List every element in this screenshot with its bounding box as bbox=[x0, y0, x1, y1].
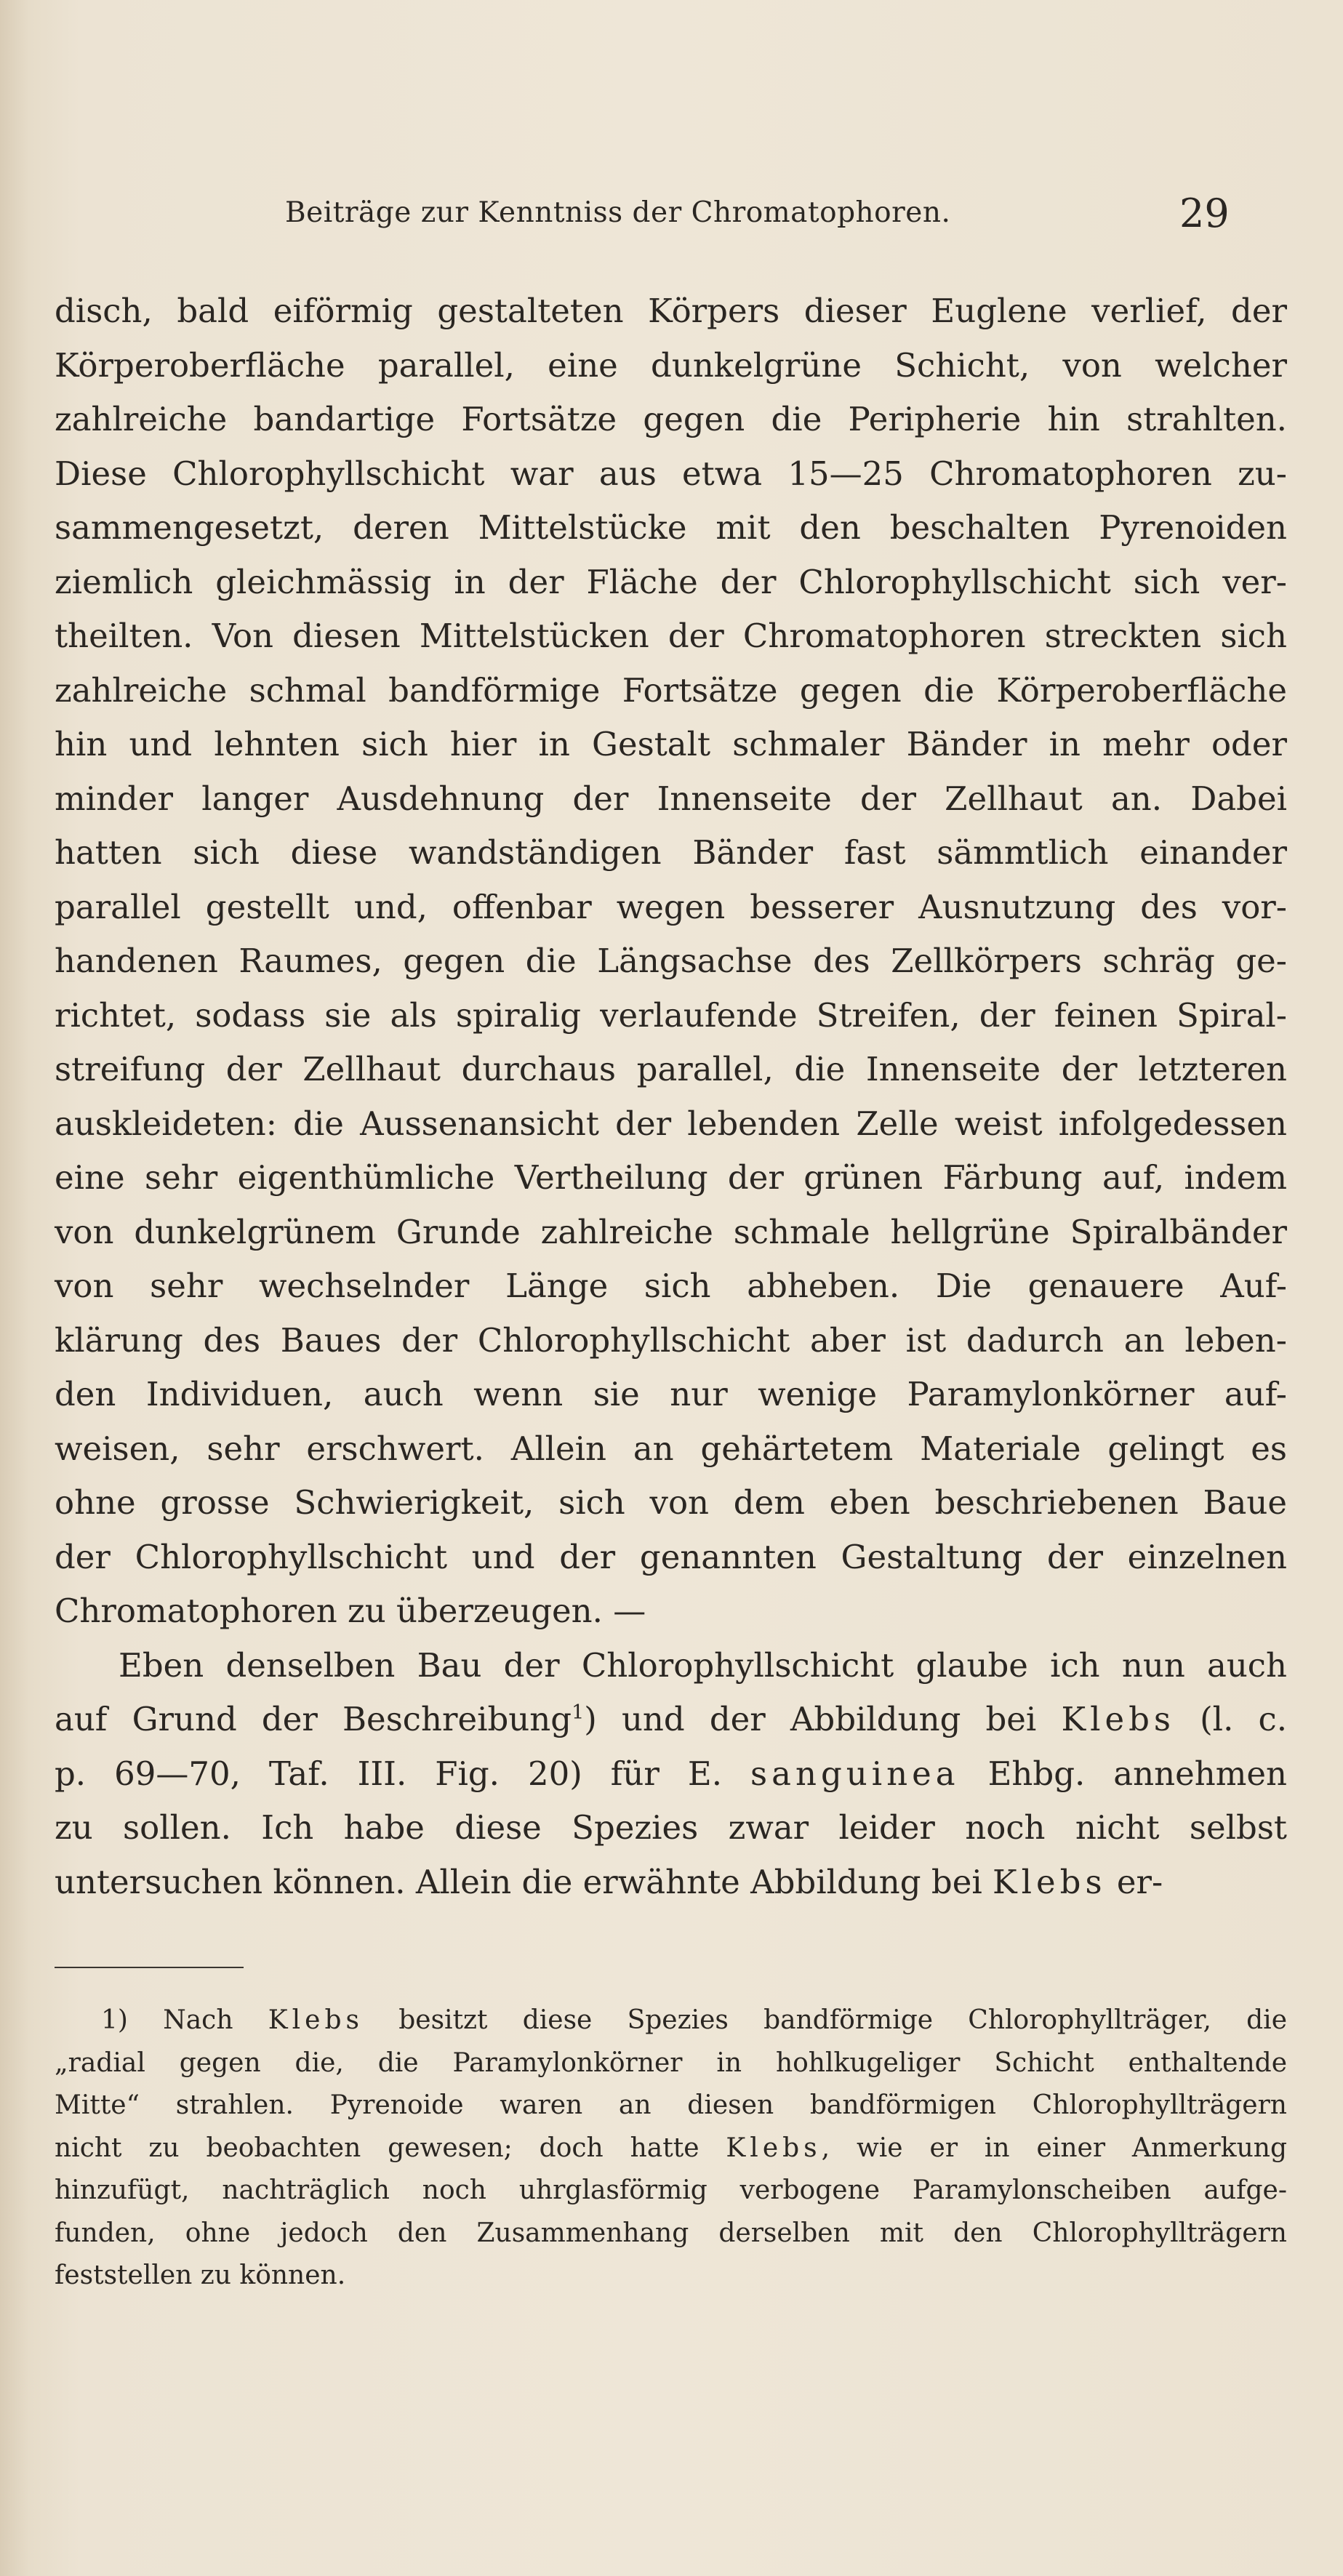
text-run: p. 69—70, Taf. III. Fig. 20) für E. bbox=[55, 1754, 751, 1793]
text-line: minder langer Ausdehnung der Innenseite der Zellhaut an. Dabei bbox=[55, 779, 1287, 818]
text-line bbox=[55, 1855, 1287, 1910]
text-run: untersuchen können. Allein die erwähnte Abbildung bei bbox=[55, 1862, 993, 1901]
main-text bbox=[55, 284, 1287, 1909]
footnote-line: Mitte“ strahlen. Pyrenoide waren an diesen bandförmigen Chlorophyllträgern bbox=[55, 2090, 1287, 2120]
text-line: auskleideten: die Aussenansicht der lebenden Zelle weist infolgedessen bbox=[55, 1104, 1287, 1143]
text-line: sammengesetzt, deren Mittelstücke mit den beschalten Pyrenoiden bbox=[55, 508, 1287, 547]
spaced-name: Klebs bbox=[1061, 1700, 1175, 1738]
text-line: streifung der Zellhaut durchaus parallel, die Innenseite der letzteren bbox=[55, 1050, 1287, 1088]
text-line bbox=[55, 1693, 1287, 1747]
footnote-line: hinzufügt, nachträglich noch uhrglasförmig verbogene Paramylonscheiben aufge- bbox=[55, 2175, 1287, 2205]
text-line: klärung des Baues der Chlorophyllschicht aber ist dadurch an leben- bbox=[55, 1320, 1287, 1360]
text-line: ohne grosse Schwierigkeit, sich von dem eben beschriebenen Baue bbox=[55, 1483, 1287, 1522]
text-line: disch, bald eiförmig gestalteten Körpers dieser Euglene verlief, der bbox=[55, 292, 1287, 330]
footnote-line bbox=[55, 1999, 1287, 2042]
text-run: nicht zu beobachten gewesen; doch hatte bbox=[55, 2132, 726, 2163]
text-line: hin und lehnten sich hier in Gestalt schmaler Bänder in mehr oder bbox=[55, 725, 1287, 763]
text-line: handenen Raumes, gegen die Längsachse des Zellkörpers schräg ge- bbox=[55, 942, 1287, 980]
footnote-divider bbox=[55, 1967, 244, 1968]
text-line: parallel gestellt und, offenbar wegen besserer Ausnutzung des vor- bbox=[55, 887, 1287, 926]
text-run: , wie er in einer Anmerkung bbox=[821, 2132, 1287, 2163]
page-number: 29 bbox=[1179, 190, 1230, 236]
text-line: Eben denselben Bau der Chlorophyllschicht glaube ich nun auch bbox=[119, 1645, 1287, 1685]
text-run: 1) Nach bbox=[101, 2005, 268, 2035]
text-line: hatten sich diese wandständigen Bänder fast sämmtlich einander bbox=[55, 833, 1287, 872]
text-line: von dunkelgrünem Grunde zahlreiche schmale hellgrüne Spiralbänder bbox=[55, 1212, 1287, 1251]
text-line: von sehr wechselnder Länge sich abheben. Die genauere Auf- bbox=[55, 1267, 1287, 1305]
text-line: der Chlorophyllschicht und der genannten Gestaltung der einzelnen bbox=[55, 1537, 1287, 1576]
text-line: ziemlich gleichmässig in der Fläche der Chlorophyllschicht sich ver- bbox=[55, 562, 1287, 601]
text-line: eine sehr eigenthümliche Vertheilung der grünen Färbung auf, indem bbox=[55, 1158, 1287, 1197]
text-line: Chromatophoren zu überzeugen. — bbox=[55, 1592, 646, 1630]
text-line: zu sollen. Ich habe diese Spezies zwar leider noch nicht selbst bbox=[55, 1808, 1287, 1847]
text-run: (l. c. bbox=[1175, 1700, 1287, 1738]
page-header bbox=[0, 190, 1343, 249]
footnote bbox=[55, 1999, 1287, 2298]
footnote-line bbox=[55, 2127, 1287, 2170]
spaced-name: Klebs bbox=[993, 1862, 1107, 1901]
text-line bbox=[55, 1747, 1287, 1802]
text-line: Körperoberfläche parallel, eine dunkelgrüne Schicht, von welcher bbox=[55, 345, 1287, 385]
spaced-name: sanguinea bbox=[750, 1754, 960, 1793]
text-line: zahlreiche bandartige Fortsätze gegen die Peripherie hin strahlten. bbox=[55, 400, 1287, 438]
text-line: den Individuen, auch wenn sie nur wenige Paramylonkörner auf- bbox=[55, 1375, 1287, 1413]
text-run: besitzt diese Spezies bandförmige Chlorophyllträger, die bbox=[363, 2005, 1287, 2035]
text-line: richtet, sodass sie als spiralig verlaufende Streifen, der feinen Spiral- bbox=[55, 995, 1287, 1035]
text-run: Ehbg. annehmen bbox=[959, 1754, 1287, 1793]
spaced-name: Klebs bbox=[268, 2005, 364, 2035]
text-line: zahlreiche schmal bandförmige Fortsätze gegen die Körperoberfläche bbox=[55, 670, 1287, 710]
text-run: auf Grund der Beschreibung bbox=[55, 1700, 572, 1738]
text-line: Diese Chlorophyllschicht war aus etwa 15—25 Chromatophoren zu- bbox=[55, 454, 1287, 493]
footnote-line: „radial gegen die, die Paramylonkörner in hohlkugeliger Schicht enthaltende bbox=[55, 2047, 1287, 2078]
text-run: er- bbox=[1106, 1862, 1163, 1901]
text-run: ) und der Abbildung bei bbox=[584, 1700, 1062, 1738]
text-line: theilten. Von diesen Mittelstücken der Chromatophoren streckten sich bbox=[55, 617, 1287, 655]
spaced-name: Klebs bbox=[726, 2132, 822, 2163]
footnote-line: funden, ohne jedoch den Zusammenhang derselben mit den Chlorophyllträgern bbox=[55, 2218, 1287, 2248]
running-title: Beiträge zur Kenntniss der Chromatophoren. bbox=[285, 196, 951, 229]
text-line: weisen, sehr erschwert. Allein an gehärtetem Materiale gelingt es bbox=[55, 1429, 1287, 1468]
footnote-ref: 1 bbox=[572, 1701, 585, 1724]
footnote-line: feststellen zu können. bbox=[55, 2260, 346, 2290]
